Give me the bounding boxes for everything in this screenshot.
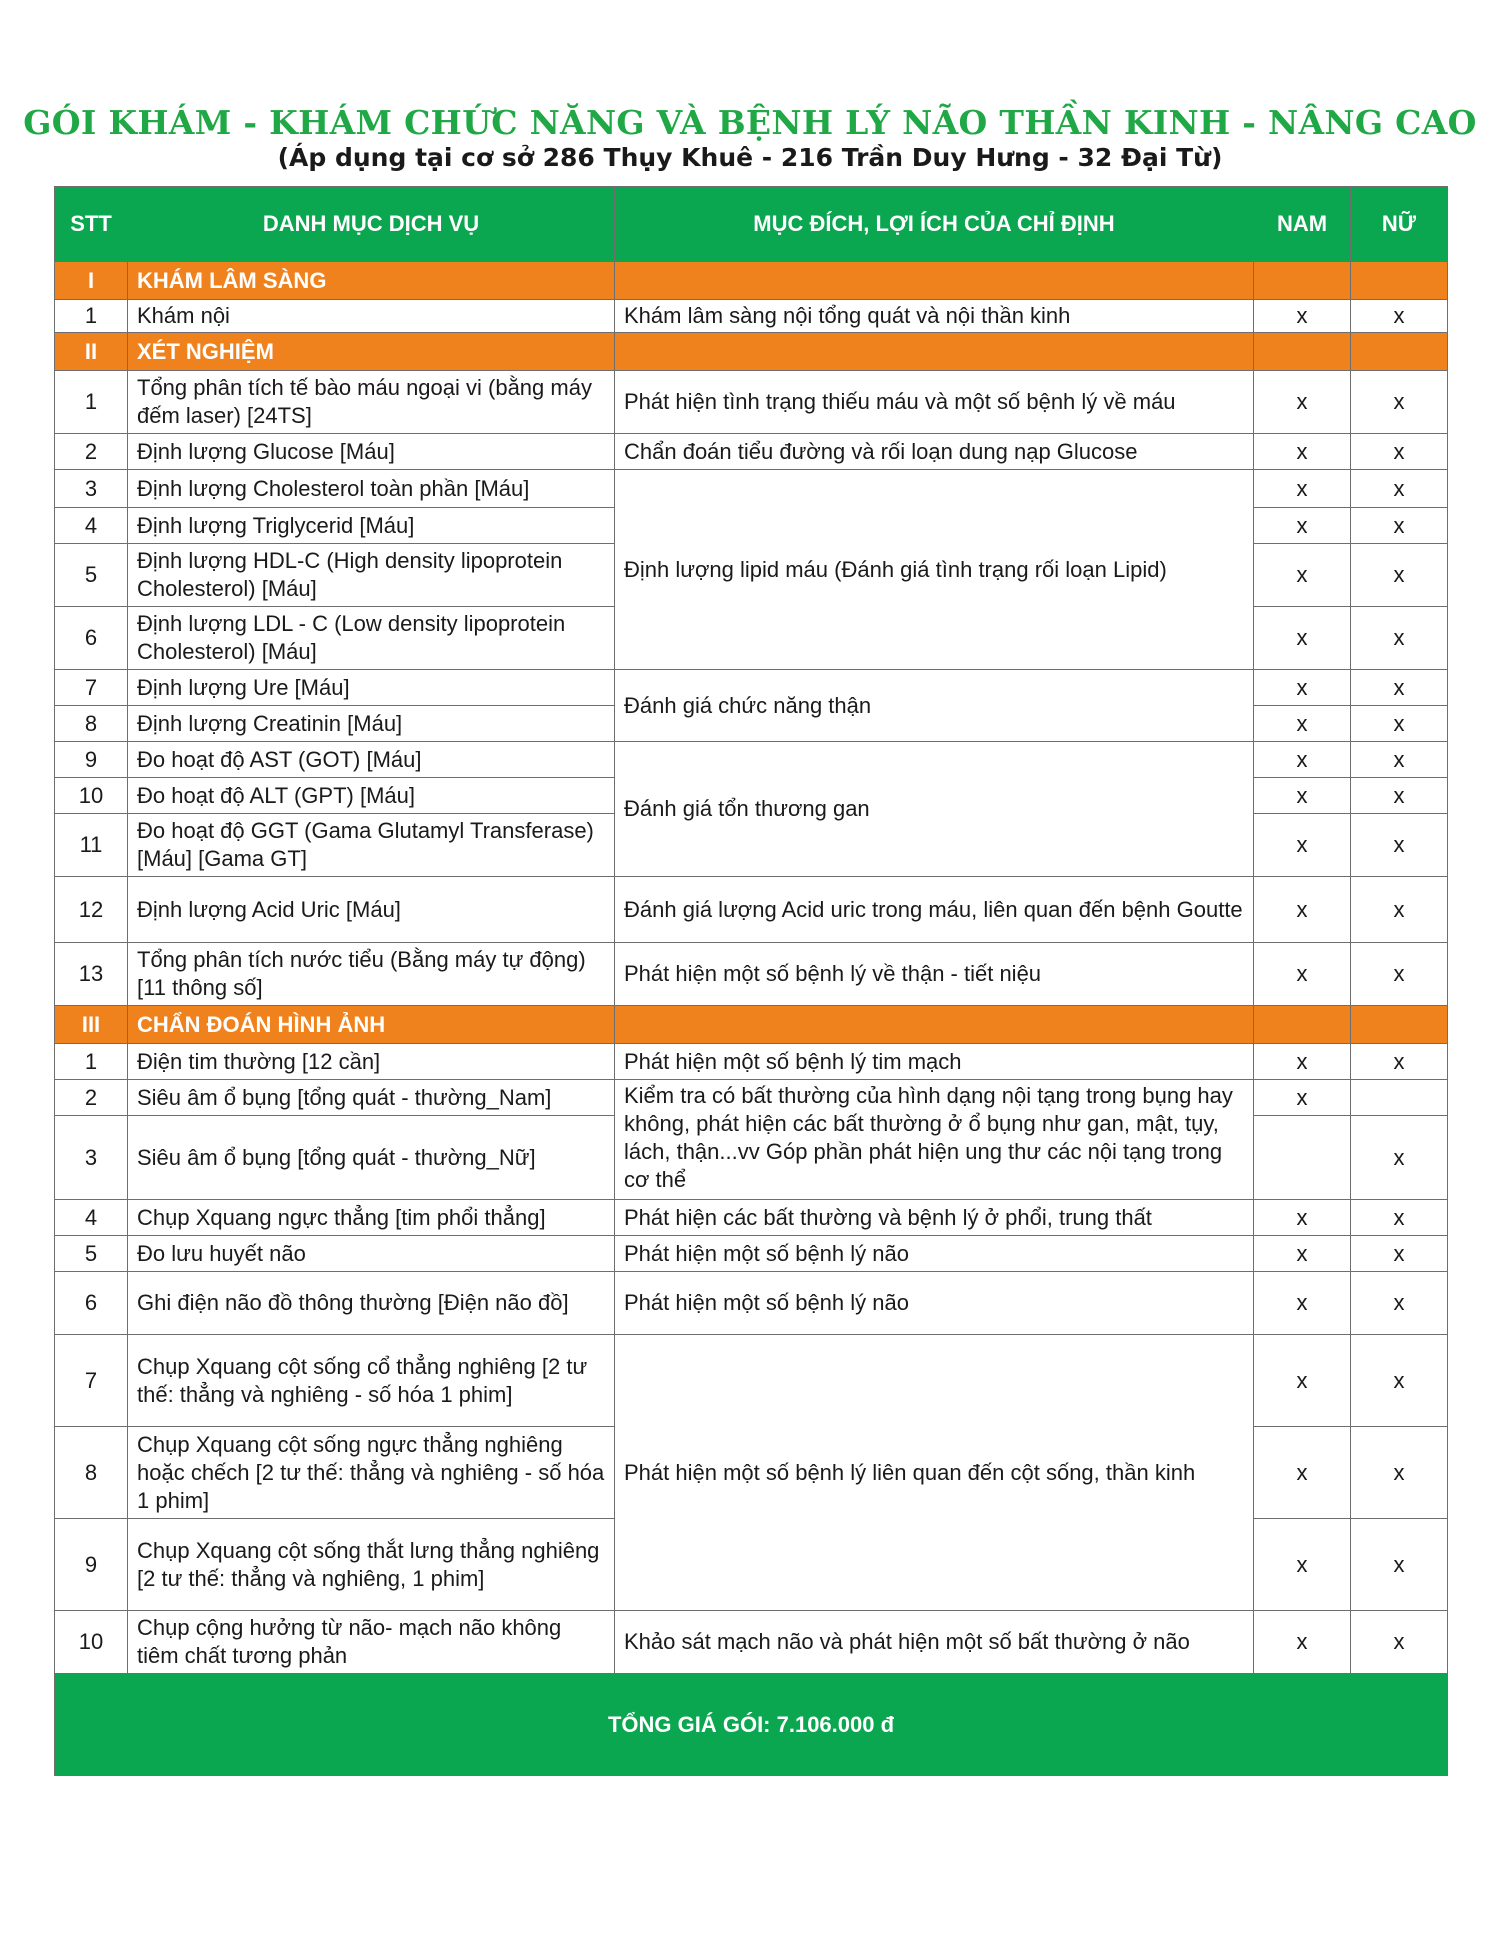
section-name: KHÁM LÂM SÀNG bbox=[128, 262, 615, 300]
row-stt: 9 bbox=[55, 1519, 128, 1611]
table-row bbox=[55, 943, 1448, 1006]
row-stt: 3 bbox=[55, 1116, 128, 1200]
row-female: x bbox=[1351, 1335, 1448, 1427]
row-stt: 11 bbox=[55, 814, 128, 877]
row-service: Định lượng Cholesterol toàn phần [Máu] bbox=[128, 470, 615, 508]
row-stt: 4 bbox=[55, 1200, 128, 1236]
row-stt: 5 bbox=[55, 1236, 128, 1272]
row-service: Siêu âm ổ bụng [tổng quát - thường_Nữ] bbox=[128, 1116, 615, 1200]
row-service: Tổng phân tích nước tiểu (Bằng máy tự động) [11 thông số] bbox=[128, 943, 615, 1006]
row-stt: 8 bbox=[55, 706, 128, 742]
row-purpose: Khảo sát mạch não và phát hiện một số bất thường ở não bbox=[615, 1611, 1254, 1674]
row-service: Định lượng HDL-C (High density lipoprotein Cholesterol) [Máu] bbox=[128, 544, 615, 607]
row-male: x bbox=[1254, 300, 1351, 333]
row-service: Khám nội bbox=[128, 300, 615, 333]
row-purpose: Phát hiện tình trạng thiếu máu và một số bệnh lý về máu bbox=[615, 371, 1254, 434]
row-service: Đo hoạt độ AST (GOT) [Máu] bbox=[128, 742, 615, 778]
row-service: Định lượng Glucose [Máu] bbox=[128, 434, 615, 470]
row-stt: 9 bbox=[55, 742, 128, 778]
table-row bbox=[55, 742, 1448, 778]
table-row bbox=[55, 1236, 1448, 1272]
row-male: x bbox=[1254, 742, 1351, 778]
row-male: x bbox=[1254, 434, 1351, 470]
row-service: Đo hoạt độ ALT (GPT) [Máu] bbox=[128, 778, 615, 814]
table-row bbox=[55, 1080, 1448, 1116]
row-female: x bbox=[1351, 434, 1448, 470]
section-roman: I bbox=[55, 262, 128, 300]
col-header-service: DANH MỤC DỊCH VỤ bbox=[128, 187, 615, 262]
table-row bbox=[55, 1200, 1448, 1236]
row-service: Đo hoạt độ GGT (Gama Glutamyl Transferase) [Máu] [Gama GT] bbox=[128, 814, 615, 877]
row-stt: 5 bbox=[55, 544, 128, 607]
row-stt: 3 bbox=[55, 470, 128, 508]
row-stt: 2 bbox=[55, 1080, 128, 1116]
row-stt: 7 bbox=[55, 670, 128, 706]
section-roman: II bbox=[55, 333, 128, 371]
row-purpose: Đánh giá lượng Acid uric trong máu, liên quan đến bệnh Goutte bbox=[615, 877, 1254, 943]
row-female: x bbox=[1351, 371, 1448, 434]
row-service: Điện tim thường [12 cần] bbox=[128, 1044, 615, 1080]
row-purpose: Phát hiện một số bệnh lý não bbox=[615, 1236, 1254, 1272]
table-row bbox=[55, 371, 1448, 434]
col-header-stt: STT bbox=[55, 187, 128, 262]
row-male: x bbox=[1254, 508, 1351, 544]
table-row bbox=[55, 670, 1448, 706]
row-stt: 4 bbox=[55, 508, 128, 544]
row-male: x bbox=[1254, 371, 1351, 434]
row-female: x bbox=[1351, 814, 1448, 877]
col-header-purpose: MỤC ĐÍCH, LỢI ÍCH CỦA CHỈ ĐỊNH bbox=[615, 187, 1254, 262]
total-price: TỔNG GIÁ GÓI: 7.106.000 đ bbox=[55, 1674, 1448, 1776]
row-female: x bbox=[1351, 300, 1448, 333]
row-female: x bbox=[1351, 778, 1448, 814]
row-stt: 6 bbox=[55, 1272, 128, 1335]
row-purpose: Đánh giá tổn thương gan bbox=[615, 742, 1254, 877]
row-service: Định lượng Acid Uric [Máu] bbox=[128, 877, 615, 943]
section-row bbox=[55, 333, 1448, 371]
row-stt: 7 bbox=[55, 1335, 128, 1427]
row-female: x bbox=[1351, 1116, 1448, 1200]
package-table bbox=[54, 186, 1448, 1776]
row-service: Ghi điện não đồ thông thường [Điện não đồ] bbox=[128, 1272, 615, 1335]
row-male: x bbox=[1254, 1272, 1351, 1335]
row-purpose: Kiểm tra có bất thường của hình dạng nội tạng trong bụng hay không, phát hiện các bất thường ở ổ bụng như gan, mật, tụy, lách, thận...vv Góp phần phát hiện ung thư các nội tạng trong cơ thể bbox=[615, 1080, 1254, 1200]
row-female bbox=[1351, 1080, 1448, 1116]
table-row bbox=[55, 1044, 1448, 1080]
row-female: x bbox=[1351, 670, 1448, 706]
row-male: x bbox=[1254, 1611, 1351, 1674]
row-female: x bbox=[1351, 508, 1448, 544]
table-row bbox=[55, 1272, 1448, 1335]
row-service: Chụp cộng hưởng từ não- mạch não không tiêm chất tương phản bbox=[128, 1611, 615, 1674]
row-female: x bbox=[1351, 1272, 1448, 1335]
row-female: x bbox=[1351, 943, 1448, 1006]
row-female: x bbox=[1351, 706, 1448, 742]
section-row bbox=[55, 1006, 1448, 1044]
table-row bbox=[55, 1611, 1448, 1674]
row-purpose: Chẩn đoán tiểu đường và rối loạn dung nạp Glucose bbox=[615, 434, 1254, 470]
row-stt: 6 bbox=[55, 607, 128, 670]
row-purpose: Định lượng lipid máu (Đánh giá tình trạng rối loạn Lipid) bbox=[615, 470, 1254, 670]
col-header-female: NỮ bbox=[1351, 187, 1448, 262]
section-name: CHẨN ĐOÁN HÌNH ẢNH bbox=[128, 1006, 615, 1044]
row-service: Tổng phân tích tế bào máu ngoại vi (bằng máy đếm laser) [24TS] bbox=[128, 371, 615, 434]
row-purpose: Khám lâm sàng nội tổng quát và nội thần kinh bbox=[615, 300, 1254, 333]
row-purpose: Phát hiện một số bệnh lý não bbox=[615, 1272, 1254, 1335]
total-row bbox=[55, 1674, 1448, 1776]
row-male: x bbox=[1254, 1200, 1351, 1236]
row-purpose: Phát hiện một số bệnh lý về thận - tiết niệu bbox=[615, 943, 1254, 1006]
section-row bbox=[55, 262, 1448, 300]
row-purpose: Đánh giá chức năng thận bbox=[615, 670, 1254, 742]
row-female: x bbox=[1351, 607, 1448, 670]
row-service: Chụp Xquang ngực thẳng [tim phổi thẳng] bbox=[128, 1200, 615, 1236]
row-male: x bbox=[1254, 1335, 1351, 1427]
row-stt: 13 bbox=[55, 943, 128, 1006]
row-female: x bbox=[1351, 1200, 1448, 1236]
row-male: x bbox=[1254, 814, 1351, 877]
row-female: x bbox=[1351, 1427, 1448, 1519]
table-row bbox=[55, 434, 1448, 470]
row-female: x bbox=[1351, 470, 1448, 508]
row-stt: 8 bbox=[55, 1427, 128, 1519]
row-female: x bbox=[1351, 1044, 1448, 1080]
row-stt: 10 bbox=[55, 1611, 128, 1674]
row-service: Chụp Xquang cột sống thắt lưng thẳng nghiêng [2 tư thế: thẳng và nghiêng, 1 phim] bbox=[128, 1519, 615, 1611]
row-service: Chụp Xquang cột sống cổ thẳng nghiêng [2 tư thế: thẳng và nghiêng - số hóa 1 phim] bbox=[128, 1335, 615, 1427]
row-male: x bbox=[1254, 706, 1351, 742]
row-male: x bbox=[1254, 470, 1351, 508]
row-stt: 1 bbox=[55, 1044, 128, 1080]
row-male: x bbox=[1254, 778, 1351, 814]
row-male: x bbox=[1254, 1427, 1351, 1519]
row-female: x bbox=[1351, 1519, 1448, 1611]
table-row bbox=[55, 300, 1448, 333]
table-header bbox=[55, 187, 1448, 262]
row-female: x bbox=[1351, 544, 1448, 607]
col-header-male: NAM bbox=[1254, 187, 1351, 262]
row-male: x bbox=[1254, 670, 1351, 706]
row-purpose: Phát hiện một số bệnh lý tim mạch bbox=[615, 1044, 1254, 1080]
row-service: Định lượng Triglycerid [Máu] bbox=[128, 508, 615, 544]
page-title: GÓI KHÁM - KHÁM CHỨC NĂNG VÀ BỆNH LÝ NÃO THẦN KINH - NÂNG CAO bbox=[23, 103, 1477, 142]
row-male: x bbox=[1254, 1080, 1351, 1116]
row-stt: 2 bbox=[55, 434, 128, 470]
row-service: Định lượng LDL - C (Low density lipoprotein Cholesterol) [Máu] bbox=[128, 607, 615, 670]
row-stt: 10 bbox=[55, 778, 128, 814]
table-row bbox=[55, 470, 1448, 508]
row-purpose: Phát hiện một số bệnh lý liên quan đến cột sống, thần kinh bbox=[615, 1335, 1254, 1611]
row-stt: 1 bbox=[55, 300, 128, 333]
row-male: x bbox=[1254, 544, 1351, 607]
row-female: x bbox=[1351, 1611, 1448, 1674]
row-male: x bbox=[1254, 607, 1351, 670]
row-service: Siêu âm ổ bụng [tổng quát - thường_Nam] bbox=[128, 1080, 615, 1116]
row-female: x bbox=[1351, 1236, 1448, 1272]
row-male: x bbox=[1254, 1236, 1351, 1272]
row-male bbox=[1254, 1116, 1351, 1200]
row-purpose: Phát hiện các bất thường và bệnh lý ở phổi, trung thất bbox=[615, 1200, 1254, 1236]
row-service: Định lượng Ure [Máu] bbox=[128, 670, 615, 706]
row-female: x bbox=[1351, 742, 1448, 778]
row-female: x bbox=[1351, 877, 1448, 943]
section-name: XÉT NGHIỆM bbox=[128, 333, 615, 371]
row-service: Đo lưu huyết não bbox=[128, 1236, 615, 1272]
table-row bbox=[55, 877, 1448, 943]
row-male: x bbox=[1254, 943, 1351, 1006]
row-male: x bbox=[1254, 877, 1351, 943]
page-subtitle: (Áp dụng tại cơ sở 286 Thụy Khuê - 216 Trần Duy Hưng - 32 Đại Từ) bbox=[277, 143, 1223, 172]
row-service: Định lượng Creatinin [Máu] bbox=[128, 706, 615, 742]
row-stt: 12 bbox=[55, 877, 128, 943]
row-service: Chụp Xquang cột sống ngực thẳng nghiêng hoặc chếch [2 tư thế: thẳng và nghiêng - số hóa 1 phim] bbox=[128, 1427, 615, 1519]
row-male: x bbox=[1254, 1044, 1351, 1080]
section-roman: III bbox=[55, 1006, 128, 1044]
row-stt: 1 bbox=[55, 371, 128, 434]
table-row bbox=[55, 1335, 1448, 1427]
row-male: x bbox=[1254, 1519, 1351, 1611]
